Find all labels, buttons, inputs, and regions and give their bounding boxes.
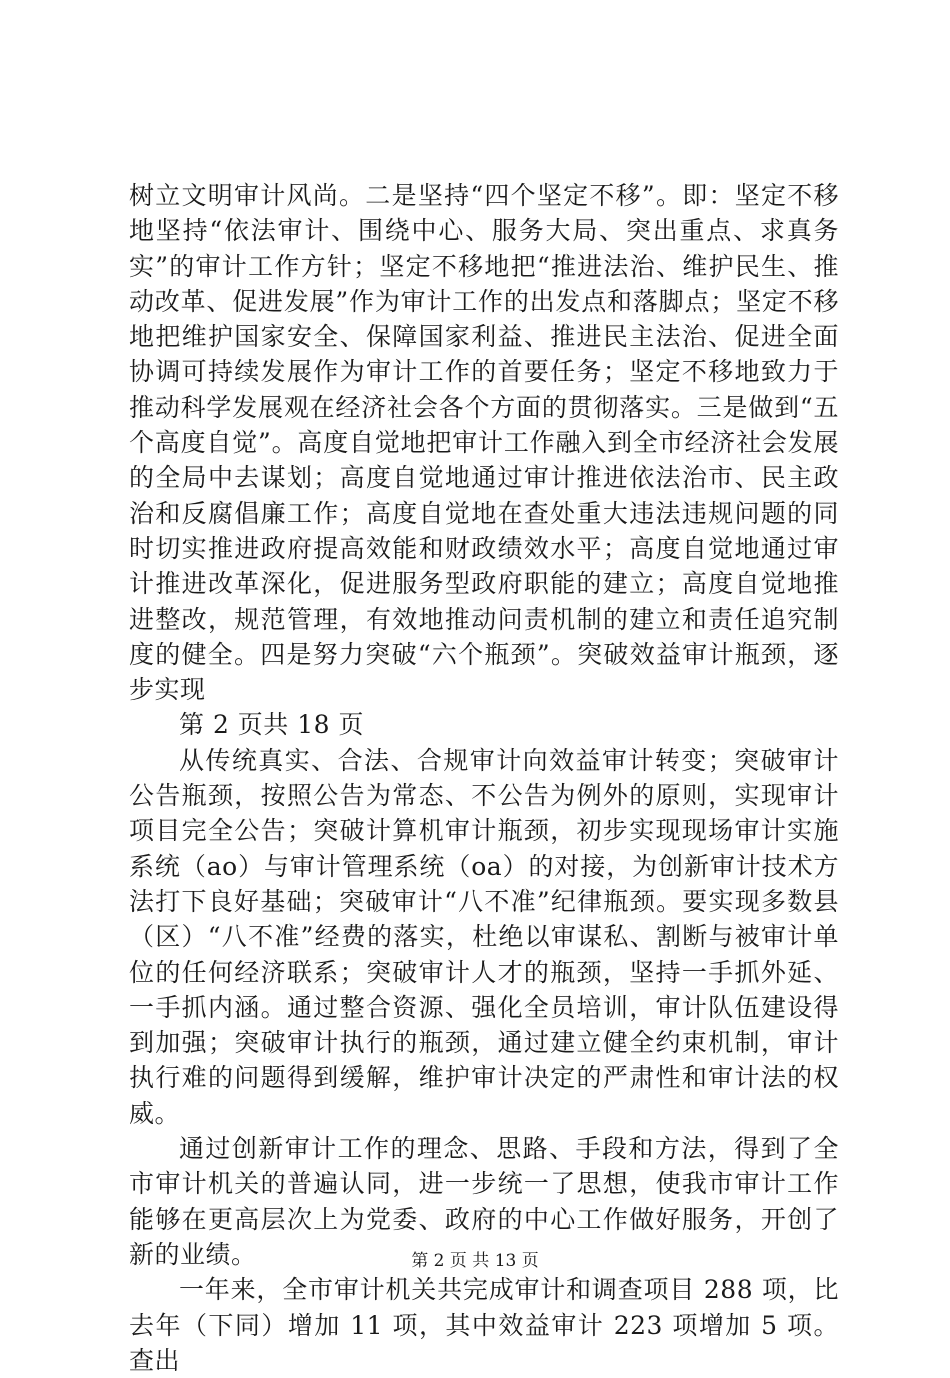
paragraph-3: 通过创新审计工作的理念、思路、手段和方法，得到了全市审计机关的普遍认同，进一步统一了思想，使我市审计工作能够在更高层次上为党委、政府的中心工作做好服务，开创了新的业绩。	[129, 1134, 839, 1269]
page-footer: 第 2 页 共 13 页	[411, 1251, 539, 1271]
paragraph-2: 从传统真实、合法、合规审计向效益审计转变；突破审计公告瓶颈，按照公告为常态、不公告为例外的原则，实现审计项目完全公告；突破计算机审计瓶颈，初步实现现场审计实施系统（ao）与审计管理系统（oa）的对接，为创新审计技术方法打下良好基础；突破审计“八不准”纪律瓶颈。要实现多数县（区）“八不准”经费的落实，杜绝以审谋私、割断与被审计单位的任何经济联系；突破审计人才的瓶颈，坚持一手抓外延、一手抓内涵。通过整合资源、强化全员培训，审计队伍建设得到加强；突破审计执行的瓶颈，通过建立健全约束机制，审计执行难的问题得到缓解，维护审计决定的严肃性和审计法的权威。	[129, 745, 839, 1128]
paragraph-4: 一年来，全市审计机关共完成审计和调查项目 288 项，比去年（下同）增加 11 项，其中效益审计 223 项增加 5 项。查出	[129, 1275, 839, 1375]
inline-page-note: 第 2 页共 18 页	[179, 710, 365, 740]
paragraph-1: 树立文明审计风尚。二是坚持“四个坚定不移”。即：坚定不移地坚持“依法审计、围绕中心、服务大局、突出重点、求真务实”的审计工作方针；坚定不移地把“推进法治、维护民生、推动改革、促进发展”作为审计工作的出发点和落脚点；坚定不移地把维护国家安全、保障国家利益、推进民主法治、促进全面协调可持续发展作为审计工作的首要任务；坚定不移地致力于推动科学发展观在经济社会各个方面的贯彻落实。三是做到“五个高度自觉”。高度自觉地把审计工作融入到全市经济社会发展的全局中去谋划；高度自觉地通过审计推进依法治市、民主政治和反腐倡廉工作；高度自觉地在查处重大违法违规问题的同时切实推进政府提高效能和财政绩效水平；高度自觉地通过审计推进改革深化，促进服务型政府职能的建立；高度自觉地推进整改，规范管理，有效地推动问责机制的建立和责任追究制度的健全。四是努力突破“六个瓶颈”。突破效益审计瓶颈，逐步实现	[129, 181, 839, 705]
document-body	[129, 178, 839, 1378]
